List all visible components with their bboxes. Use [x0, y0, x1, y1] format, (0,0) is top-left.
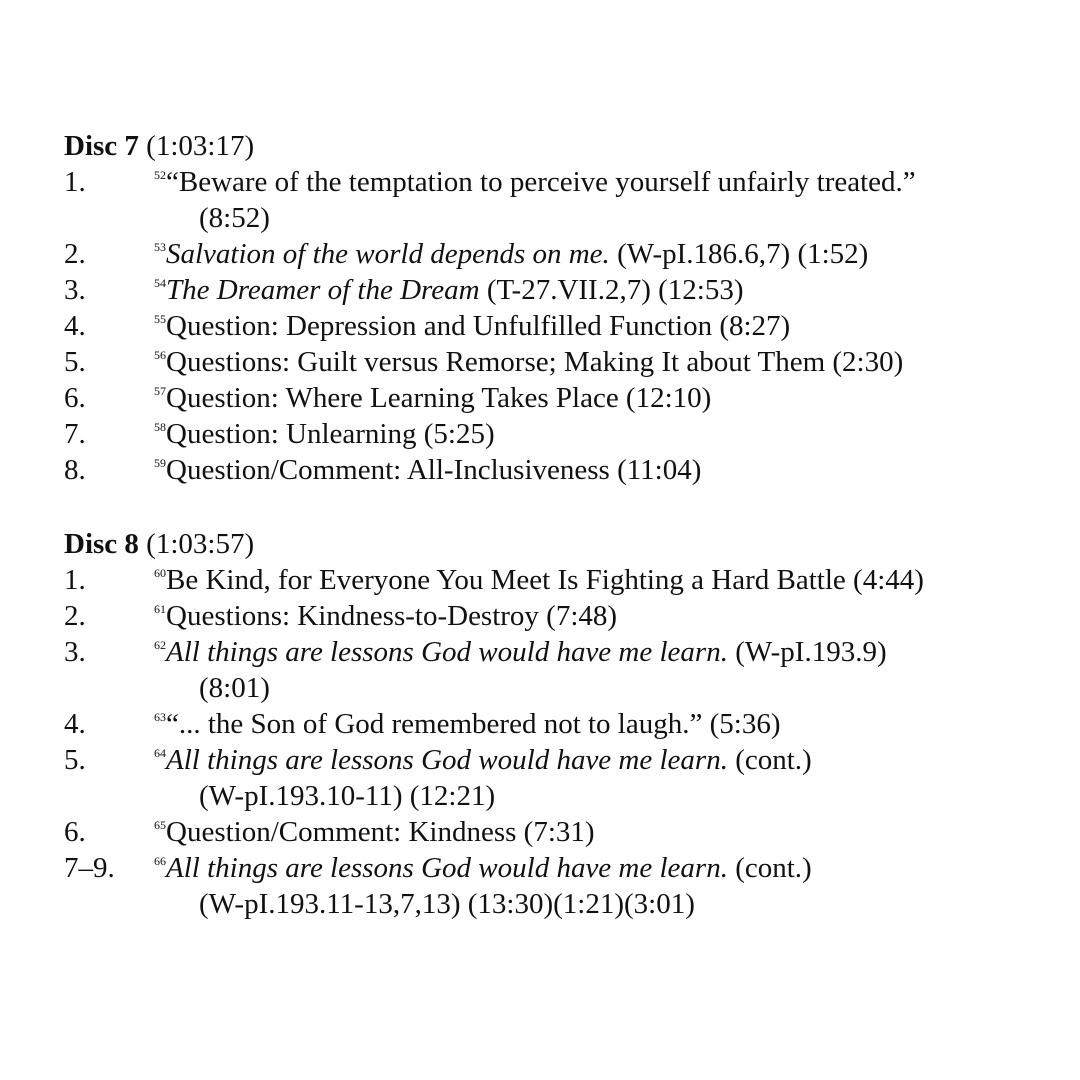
track-title-continued: (8:52): [199, 202, 270, 234]
footnote-marker: 54: [154, 276, 166, 290]
track-title-text: (W-pI.193.9): [727, 636, 887, 668]
disc-label: Disc 8: [64, 528, 139, 560]
track-title-text: Question: Unlearning (5:25): [166, 418, 495, 450]
track-title: [154, 814, 1044, 850]
track-title: [154, 380, 1044, 416]
footnote-marker: 62: [154, 638, 166, 652]
track-number: 3.: [64, 636, 86, 668]
track-item: [64, 598, 1044, 634]
track-item: [64, 452, 1044, 488]
track-number: 5.: [64, 744, 86, 776]
footnote-marker: 65: [154, 818, 166, 832]
track-title-continued: (8:01): [199, 672, 270, 704]
track-title: [154, 272, 1044, 308]
disc-section: [64, 128, 1044, 488]
track-item: [64, 344, 1044, 380]
track-item: [64, 850, 1044, 922]
track-title: [154, 416, 1044, 452]
track-number: 8.: [64, 454, 86, 486]
track-number: 3.: [64, 274, 86, 306]
track-title: [154, 742, 1044, 778]
track-title-text: Question/Comment: All-Inclusiveness (11:04): [166, 454, 702, 486]
footnote-marker: 59: [154, 456, 166, 470]
track-title-italic: All things are lessons God would have me learn.: [166, 744, 728, 776]
track-item: [64, 562, 1044, 598]
footnote-marker: 57: [154, 384, 166, 398]
footnote-marker: 61: [154, 602, 166, 616]
track-title: [154, 562, 1044, 598]
track-title-continued: (W-pI.193.10-11) (12:21): [199, 780, 496, 812]
disc-heading: [64, 128, 1044, 164]
track-item: [64, 236, 1044, 272]
footnote-marker: 58: [154, 420, 166, 434]
track-item: [64, 380, 1044, 416]
track-listing: [64, 128, 1044, 960]
track-title-italic: The Dreamer of the Dream: [166, 274, 480, 306]
footnote-marker: 66: [154, 854, 166, 868]
track-number: 2.: [64, 238, 86, 270]
footnote-marker: 53: [154, 240, 166, 254]
disc-heading: [64, 526, 1044, 562]
track-number: 1.: [64, 166, 86, 198]
track-title-text: Question: Depression and Unfulfilled Function (8:27): [166, 310, 791, 342]
track-item: [64, 814, 1044, 850]
footnote-marker: 56: [154, 348, 166, 362]
footnote-marker: 52: [154, 168, 166, 182]
track-title-italic: All things are lessons God would have me learn.: [166, 636, 728, 668]
track-item: [64, 272, 1044, 308]
disc-duration: (1:03:57): [146, 528, 255, 560]
track-title-text: (cont.): [727, 852, 812, 884]
track-item: [64, 742, 1044, 814]
track-title-text: Question/Comment: Kindness (7:31): [166, 816, 595, 848]
track-title-text: (T-27.VII.2,7) (12:53): [479, 274, 744, 306]
track-title: [154, 598, 1044, 634]
footnote-marker: 55: [154, 312, 166, 326]
track-number: 5.: [64, 346, 86, 378]
track-number: 4.: [64, 708, 86, 740]
footnote-marker: 63: [154, 710, 166, 724]
track-item: [64, 634, 1044, 706]
footnote-marker: 60: [154, 566, 166, 580]
track-title-text: Questions: Kindness-to-Destroy (7:48): [166, 600, 618, 632]
track-item: [64, 416, 1044, 452]
track-number: 6.: [64, 382, 86, 414]
track-title-text: Be Kind, for Everyone You Meet Is Fighting a Hard Battle (4:44): [166, 564, 924, 596]
track-item: [64, 308, 1044, 344]
track-number: 2.: [64, 600, 86, 632]
track-title-italic: Salvation of the world depends on me.: [166, 238, 610, 270]
track-title-text: “... the Son of God remembered not to laugh.” (5:36): [166, 708, 781, 740]
track-number: 4.: [64, 310, 86, 342]
track-item: [64, 164, 1044, 236]
track-title: [154, 308, 1044, 344]
track-title: [154, 344, 1044, 380]
track-title-text: (cont.): [727, 744, 812, 776]
track-item: [64, 706, 1044, 742]
track-title: [154, 706, 1044, 742]
track-title-text: Questions: Guilt versus Remorse; Making It about Them (2:30): [166, 346, 904, 378]
track-title-text: “Beware of the temptation to perceive yourself unfairly treated.”: [166, 166, 916, 198]
track-title-italic: All things are lessons God would have me learn.: [166, 852, 728, 884]
track-title-text: Question: Where Learning Takes Place (12:10): [166, 382, 712, 414]
track-title: [154, 634, 1044, 670]
track-number: 6.: [64, 816, 86, 848]
track-number: 7–9.: [64, 852, 115, 884]
footnote-marker: 64: [154, 746, 166, 760]
track-title: [154, 236, 1044, 272]
track-title-continued: (W-pI.193.11-13,7,13) (13:30)(1:21)(3:01): [199, 888, 695, 920]
track-number: 7.: [64, 418, 86, 450]
track-title: [154, 452, 1044, 488]
disc-duration: (1:03:17): [146, 130, 255, 162]
disc-section: [64, 526, 1044, 922]
track-title: [154, 164, 1044, 200]
track-title: [154, 850, 1044, 886]
track-title-text: (W-pI.186.6,7) (1:52): [609, 238, 869, 270]
track-number: 1.: [64, 564, 86, 596]
disc-label: Disc 7: [64, 130, 139, 162]
